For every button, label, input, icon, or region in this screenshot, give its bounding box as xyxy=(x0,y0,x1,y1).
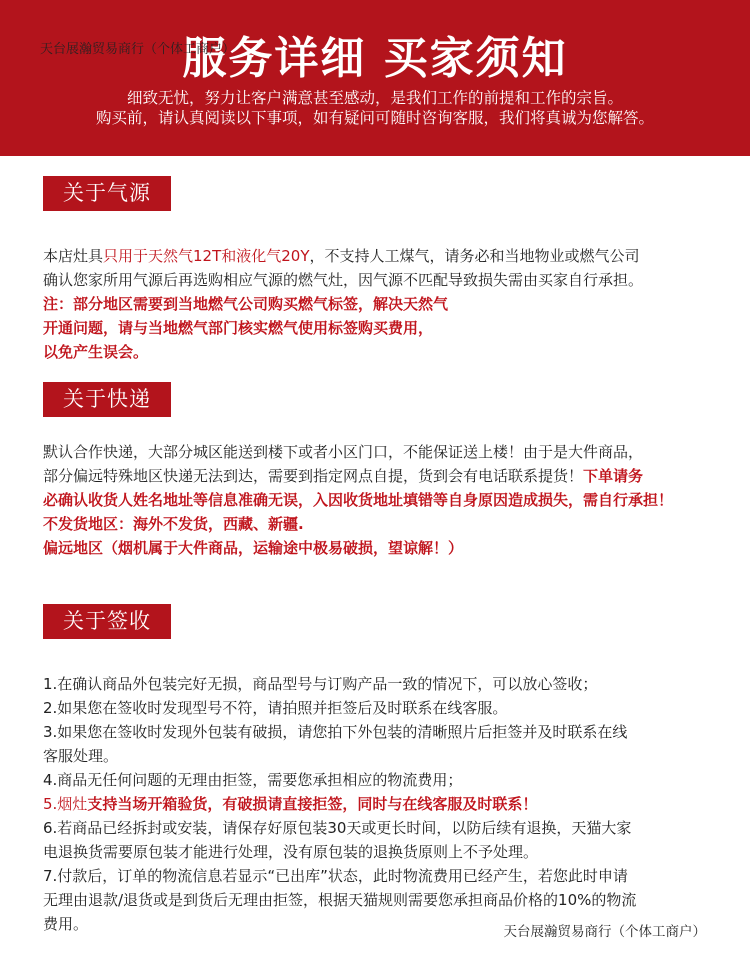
section-body-delivery xyxy=(43,440,733,560)
receipt-item-1: 1.在确认商品外包装完好无损，商品型号与订购产品一致的情况下，可以放心签收； xyxy=(43,675,598,693)
shop-name-overlay: 天台展瀚贸易商行（个体工商户） xyxy=(40,42,236,57)
gas-note-3: 以免产生误会。 xyxy=(43,343,149,361)
shop-name-footer: 天台展瀚贸易商行（个体工商户） xyxy=(503,924,706,940)
receipt-item-5: 5.烟灶支持当场开箱验货，有破损请直接拒签，同时与在线客服及时联系！ xyxy=(43,795,538,813)
gas-note-1: 注：部分地区需要到当地燃气公司购买燃气标签，解决天然气 xyxy=(43,295,449,313)
delivery-line-3: 必确认收货人姓名地址等信息准确无误，入因收货地址填错等自身原因造成损失，需自行承担！ xyxy=(43,491,674,509)
section-body-gas xyxy=(43,244,733,364)
gas-line-2: 确认您家所用气源后再选购相应气源的燃气灶，因气源不匹配导致损失需由买家自行承担。 xyxy=(43,271,644,289)
header-banner xyxy=(0,0,750,156)
receipt-item-3a: 3.如果您在签收时发现外包装有破损，请您拍下外包装的清晰照片后拒签并及时联系在线 xyxy=(43,723,628,741)
section-body-receipt xyxy=(43,672,733,936)
section-title-delivery: 关于快递 xyxy=(43,382,171,417)
gas-line-1: 本店灶具只用于天然气12T和液化气20Y，不支持人工煤气，请务必和当地物业或燃气公司 xyxy=(43,247,640,265)
page-title: 服务详细 买家须知 xyxy=(182,33,568,84)
receipt-item-6b: 电退换货需要原包装才能进行处理，没有原包装的退换货原则上不予处理。 xyxy=(43,843,539,861)
banner-subtitle-1: 细致无忧，努力让客户满意甚至感动，是我们工作的前提和工作的宗旨。 xyxy=(126,89,623,107)
receipt-item-2: 2.如果您在签收时发现型号不符，请拍照并拒签后及时联系在线客服。 xyxy=(43,699,508,717)
receipt-item-3b: 客服处理。 xyxy=(43,747,119,765)
receipt-item-6a: 6.若商品已经拆封或安装，请保存好原包装30天或更长时间，以防后续有退换，天猫大家 xyxy=(43,819,632,837)
receipt-item-7a: 7.付款后，订单的物流信息若显示“已出库”状态，此时物流费用已经产生，若您此时申请 xyxy=(43,867,628,885)
section-title-gas: 关于气源 xyxy=(43,176,171,211)
section-title-receipt: 关于签收 xyxy=(43,604,171,639)
delivery-line-1: 默认合作快递，大部分城区能送到楼下或者小区门口，不能保证送上楼！由于是大件商品， xyxy=(43,443,644,461)
receipt-item-7c: 费用。 xyxy=(43,915,89,933)
remote-regions: 偏远地区（烟机属于大件商品，运输途中极易破损，望谅解！） xyxy=(43,539,464,557)
receipt-item-7b: 无理由退款/退货或是到货后无理由拒签，根据天猫规则需要您承担商品价格的10%的物流 xyxy=(43,891,637,909)
gas-note-2: 开通问题，请与当地燃气部门核实燃气使用标签购买费用， xyxy=(43,319,434,337)
receipt-item-4: 4.商品无任何问题的无理由拒签，需要您承担相应的物流费用； xyxy=(43,771,463,789)
delivery-line-2: 部分偏远特殊地区快递无法到达，需要到指定网点自提，货到会有电话联系提货！下单请务 xyxy=(43,467,644,485)
no-ship-regions: 不发货地区：海外不发货，西藏、新疆. xyxy=(43,515,304,533)
banner-subtitle-2: 购买前，请认真阅读以下事项，如有疑问可随时咨询客服，我们将真诚为您解答。 xyxy=(95,109,654,127)
